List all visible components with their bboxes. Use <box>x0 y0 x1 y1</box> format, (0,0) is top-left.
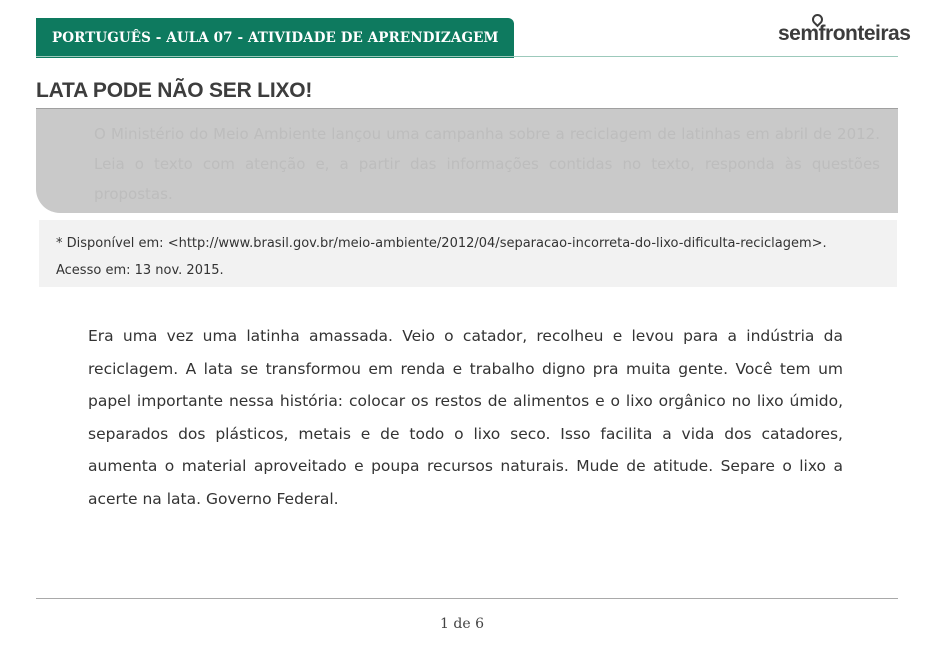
intro-panel <box>36 109 898 213</box>
lesson-header-bar <box>36 18 514 58</box>
reading-text: Era uma vez uma latinha amassada. Veio o catador, recolheu e levou para a indústria da reciclagem. A lata se transformou em renda e trabalho digno pra muita gente. Você tem um papel importante nessa história: colocar os restos de alimentos e o lixo orgânico no lixo úmido, separados dos plásticos, metais e de todo o lixo seco. Isso facilita a vida dos catadores, aumenta o material aproveitado e poupa recursos naturais. Mude de atitude. Separe o lixo a acerte na lata. Governo Federal. <box>88 327 843 508</box>
footer-divider <box>36 598 898 599</box>
page-indicator: 1 de 6 <box>440 616 484 632</box>
faded-intro-text: O Ministério do Meio Ambiente lançou uma campanha sobre a reciclagem de latinhas em abril de 2012. Leia o texto com atenção e, a partir das informações contidas no texto, responda às questões propostas. <box>94 125 880 203</box>
lesson-title: LATA PODE NÃO SER LIXO! <box>36 79 313 102</box>
source-note: * Disponível em: <http://www.brasil.gov.br/meio-ambiente/2012/04/separacao-incorreta-do-lixo-dificulta-reciclagem>. Acesso em: 13 nov. 2015. <box>39 220 897 287</box>
header-divider <box>36 56 898 57</box>
brand-logo <box>778 22 910 46</box>
brand-name: semfronteiras <box>778 22 911 45</box>
lesson-header-title: PORTUGUÊS - AULA 07 - ATIVIDADE DE APRENDIZAGEM <box>52 30 499 46</box>
